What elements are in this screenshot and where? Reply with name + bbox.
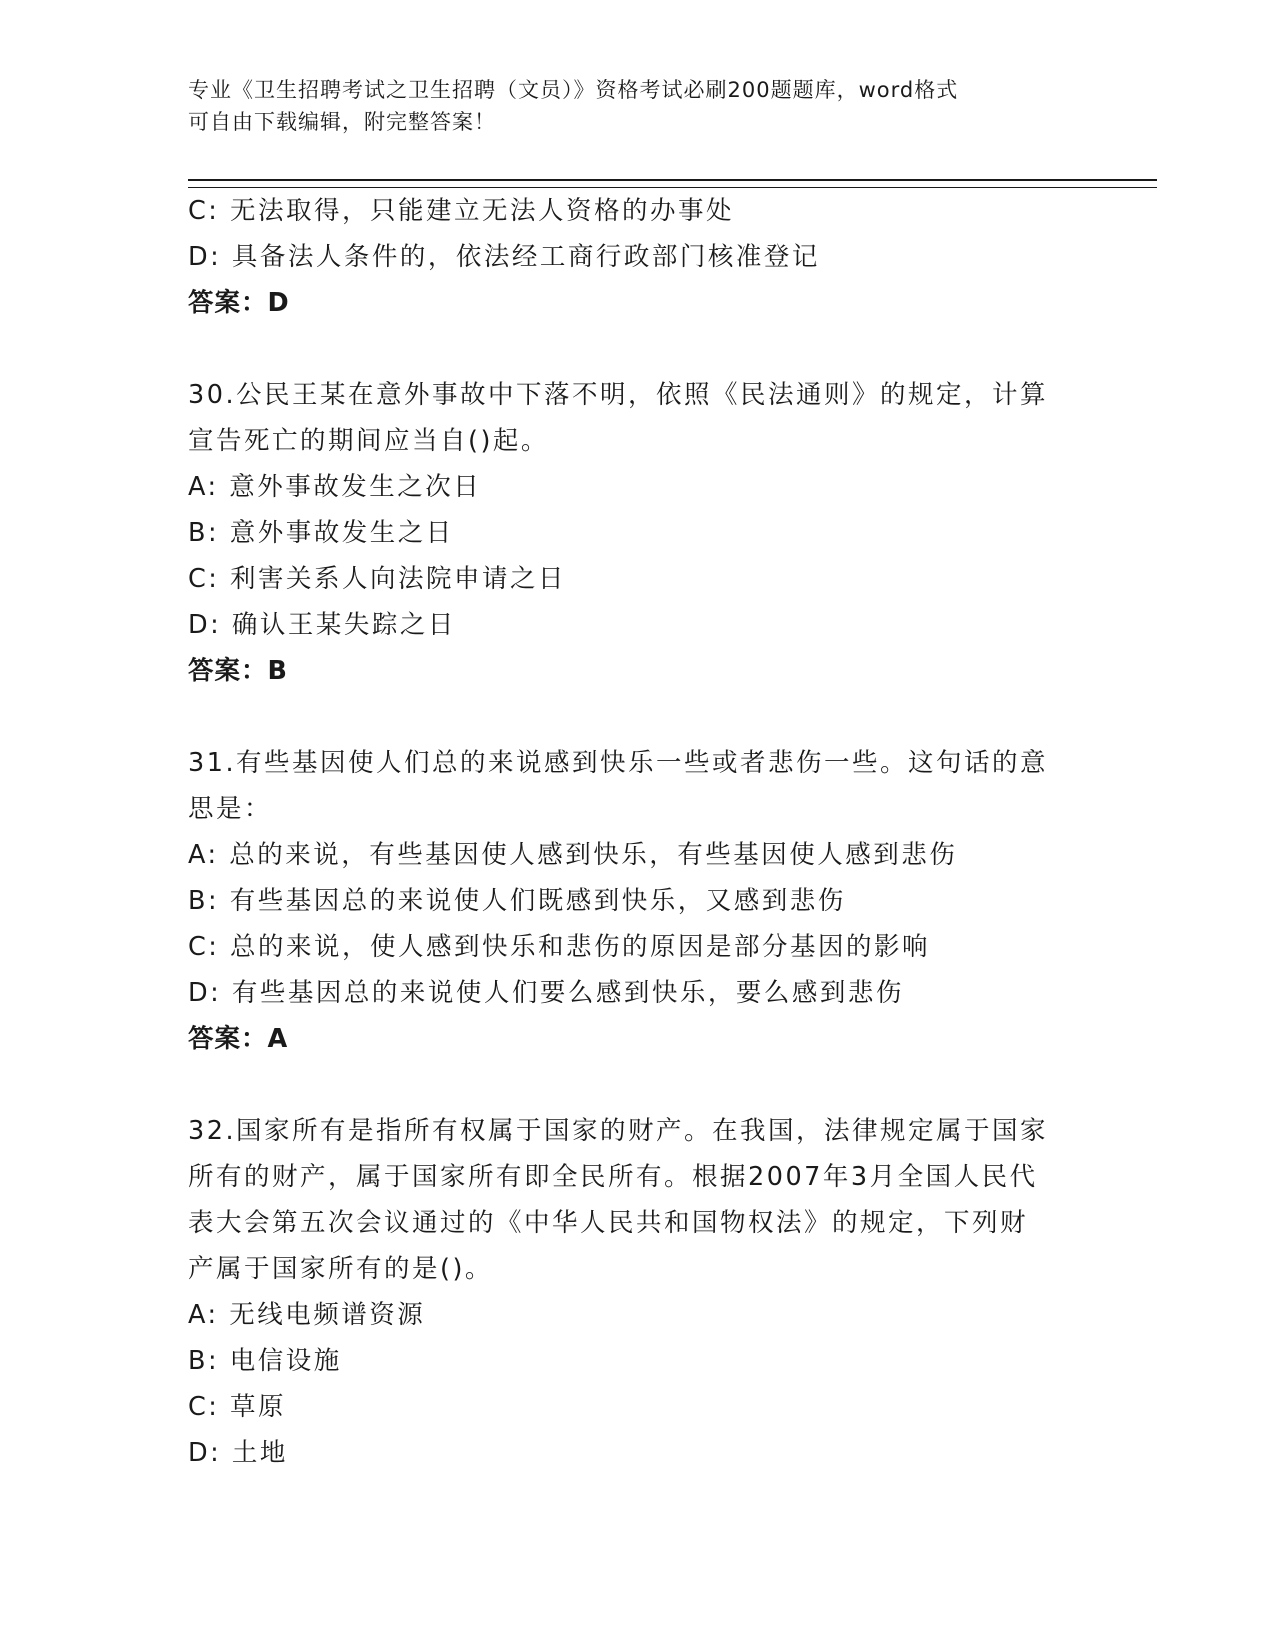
- option-d: D: 土地: [188, 1438, 288, 1468]
- option-b: B: 意外事故发生之日: [188, 518, 454, 548]
- question-30: [188, 372, 1088, 694]
- option-b: B: 电信设施: [188, 1346, 342, 1376]
- spacer: [188, 694, 1088, 740]
- spacer: [188, 326, 1088, 372]
- question-text-line: 产属于国家所有的是()。: [188, 1254, 493, 1284]
- question-text-line: 30.公民王某在意外事故中下落不明，依照《民法通则》的规定，计算: [188, 380, 1049, 410]
- header-line-1: 专业《卫生招聘考试之卫生招聘（文员）》资格考试必刷200题题库，word格式: [188, 78, 959, 102]
- option-a: A: 总的来说，有些基因使人感到快乐，有些基因使人感到悲伤: [188, 840, 958, 870]
- option-d: D: 具备法人条件的，依法经工商行政部门核准登记: [188, 242, 820, 272]
- question-text-line: 31.有些基因使人们总的来说感到快乐一些或者悲伤一些。这句话的意: [188, 748, 1049, 778]
- header-divider: [188, 179, 1157, 188]
- document-body: [188, 188, 1088, 1476]
- answer-line: 答案：D: [188, 288, 290, 318]
- option-c: C: 无法取得，只能建立无法人资格的办事处: [188, 196, 735, 226]
- question-text-line: 表大会第五次会议通过的《中华人民共和国物权法》的规定，下列财: [188, 1208, 1029, 1238]
- option-c: C: 利害关系人向法院申请之日: [188, 564, 567, 594]
- option-b: B: 有些基因总的来说使人们既感到快乐，又感到悲伤: [188, 886, 846, 916]
- answer-line: 答案：A: [188, 1024, 289, 1054]
- option-a: A: 无线电频谱资源: [188, 1300, 426, 1330]
- question-text-line: 宣告死亡的期间应当自()起。: [188, 426, 549, 456]
- answer-line: 答案：B: [188, 656, 288, 686]
- question-31: [188, 740, 1088, 1062]
- spacer: [188, 1062, 1088, 1108]
- option-c: C: 总的来说，使人感到快乐和悲伤的原因是部分基因的影响: [188, 932, 931, 962]
- question-32: [188, 1108, 1088, 1476]
- header-line-2: 可自由下载编辑，附完整答案！: [188, 110, 496, 134]
- document-header: [188, 74, 1068, 138]
- option-c: C: 草原: [188, 1392, 287, 1422]
- question-text-line: 思是：: [188, 794, 273, 824]
- question-text-line: 32.国家所有是指所有权属于国家的财产。在我国，法律规定属于国家: [188, 1116, 1049, 1146]
- option-d: D: 有些基因总的来说使人们要么感到快乐，要么感到悲伤: [188, 978, 904, 1008]
- option-a: A: 意外事故发生之次日: [188, 472, 482, 502]
- question-text-line: 所有的财产，属于国家所有即全民所有。根据2007年3月全国人民代: [188, 1162, 1038, 1192]
- option-d: D: 确认王某失踪之日: [188, 610, 456, 640]
